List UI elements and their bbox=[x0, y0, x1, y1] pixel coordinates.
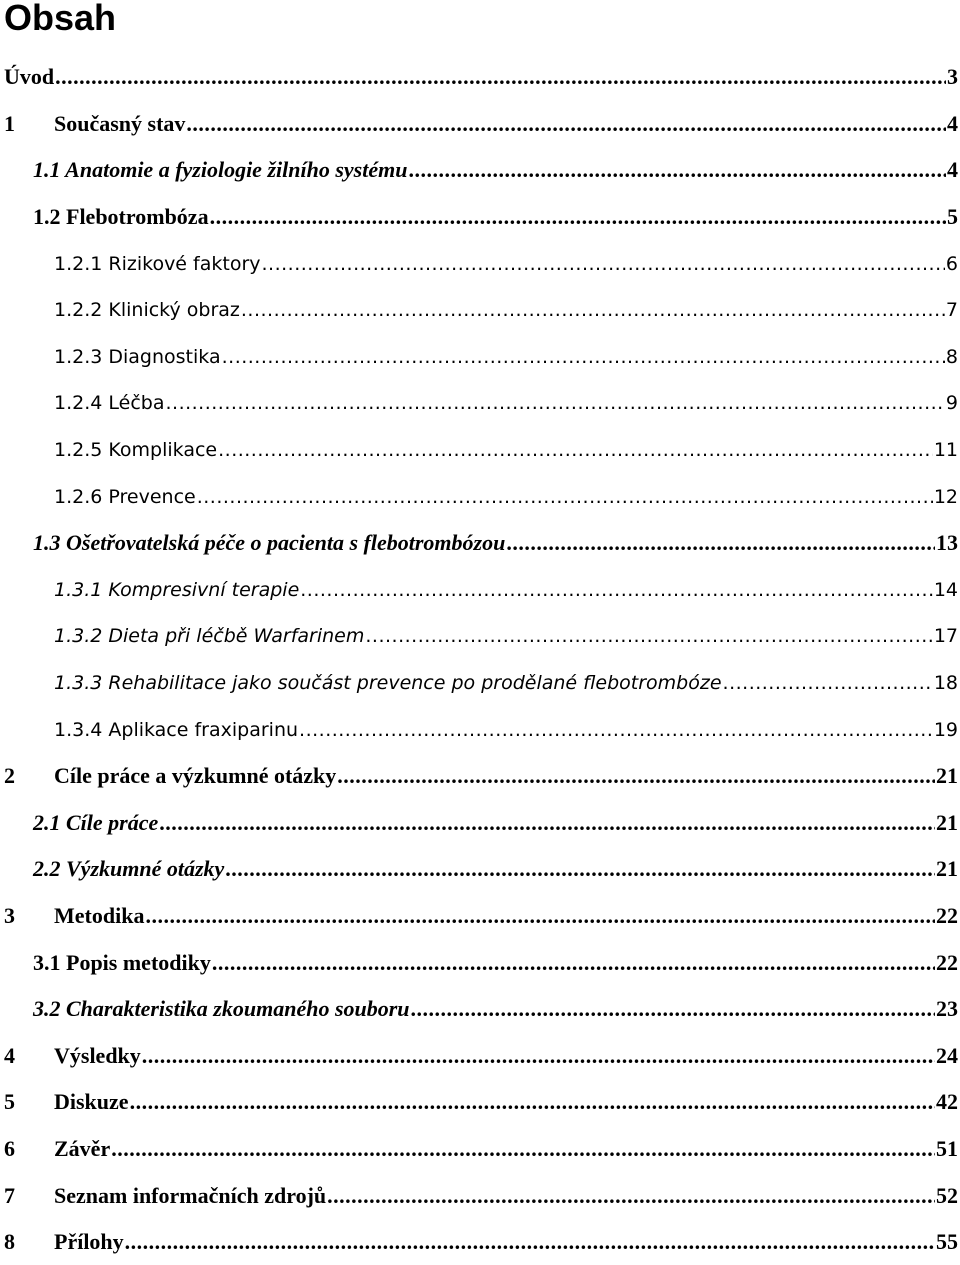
toc-entry-page: 6 bbox=[945, 252, 958, 275]
toc-entry-chapter-4[interactable] bbox=[0, 1032, 960, 1079]
toc-leader-dots bbox=[111, 1136, 935, 1162]
toc-entry-number: 2 bbox=[4, 763, 15, 789]
toc-entry-page: 18 bbox=[933, 672, 958, 695]
toc-entry-number: 6 bbox=[4, 1135, 15, 1161]
toc-entry-1-3-4[interactable] bbox=[0, 706, 960, 753]
toc-entry-page: 22 bbox=[936, 949, 958, 975]
toc-entry-1-3[interactable] bbox=[0, 520, 960, 567]
toc-entry-label: 1.1 Anatomie a fyziologie žilního systému bbox=[33, 157, 408, 183]
toc-entry-label: 1.2 Flebotrombóza bbox=[33, 204, 209, 230]
toc-entry-1-2-5[interactable] bbox=[0, 427, 960, 474]
toc-entry-chapter-3[interactable] bbox=[0, 893, 960, 940]
toc-entry-label: 2.2 Výzkumné otázky bbox=[33, 856, 225, 882]
toc-entry-chapter-8[interactable] bbox=[0, 1219, 960, 1265]
toc-entry-label: Úvod bbox=[4, 64, 55, 90]
toc-entry-chapter-2[interactable] bbox=[0, 753, 960, 800]
toc-leader-dots bbox=[225, 856, 935, 882]
toc-entry-label: 1.3 Ošetřovatelská péče o pacienta s flebotrombózou bbox=[33, 530, 506, 556]
toc-entry-label: Výsledky bbox=[54, 1042, 141, 1068]
toc-entry-page: 4 bbox=[947, 110, 958, 136]
toc-entry-number: 3 bbox=[4, 902, 15, 928]
toc-entry-page: 17 bbox=[933, 625, 958, 648]
toc-entry-label: 1.3.3 Rehabilitace jako součást prevence po prodělané flebotrombóze bbox=[54, 672, 722, 695]
toc-entry-1-2[interactable] bbox=[0, 194, 960, 241]
toc-entry-label: 1.2.4 Léčba bbox=[54, 392, 165, 415]
toc-entry-page: 7 bbox=[945, 299, 958, 322]
toc-entry-page: 24 bbox=[936, 1042, 958, 1068]
toc-entry-number: 8 bbox=[4, 1229, 15, 1255]
toc-entry-page: 9 bbox=[945, 392, 958, 415]
table-of-contents bbox=[0, 54, 960, 1265]
toc-entry-chapter-6[interactable] bbox=[0, 1126, 960, 1173]
toc-leader-dots bbox=[218, 439, 933, 461]
toc-leader-dots bbox=[723, 672, 933, 694]
toc-entry-number: 1 bbox=[4, 110, 15, 136]
toc-entry-label: Současný stav bbox=[54, 110, 186, 136]
toc-entry-label: 1.2.1 Rizikové faktory bbox=[54, 252, 261, 275]
toc-entry-label: Seznam informačních zdrojů bbox=[54, 1182, 327, 1208]
toc-entry-label: Závěr bbox=[54, 1135, 111, 1161]
toc-leader-dots bbox=[55, 64, 946, 90]
toc-entry-1-3-1[interactable] bbox=[0, 567, 960, 614]
toc-leader-dots bbox=[506, 530, 935, 556]
toc-entry-3-1[interactable] bbox=[0, 939, 960, 986]
toc-entry-number: 5 bbox=[4, 1089, 15, 1115]
toc-entry-label: Metodika bbox=[54, 902, 145, 928]
toc-entry-page: 52 bbox=[936, 1182, 958, 1208]
toc-entry-label: Cíle práce a výzkumné otázky bbox=[54, 763, 337, 789]
toc-entry-2-1[interactable] bbox=[0, 800, 960, 847]
toc-leader-dots bbox=[365, 625, 932, 647]
toc-leader-dots bbox=[142, 1043, 935, 1069]
toc-entry-label: 3.2 Charakteristika zkoumaného souboru bbox=[33, 996, 410, 1022]
toc-leader-dots bbox=[300, 579, 933, 601]
toc-leader-dots bbox=[337, 763, 935, 789]
toc-leader-dots bbox=[212, 950, 935, 976]
toc-leader-dots bbox=[125, 1229, 935, 1255]
toc-entry-page: 55 bbox=[936, 1229, 958, 1255]
toc-entry-page: 5 bbox=[947, 204, 958, 230]
toc-entry-1-2-3[interactable] bbox=[0, 334, 960, 381]
toc-leader-dots bbox=[165, 392, 944, 414]
toc-entry-number: 7 bbox=[4, 1182, 15, 1208]
toc-entry-chapter-5[interactable] bbox=[0, 1079, 960, 1126]
toc-leader-dots bbox=[408, 157, 946, 183]
toc-leader-dots bbox=[241, 299, 945, 321]
toc-leader-dots bbox=[299, 719, 933, 741]
toc-entry-page: 13 bbox=[936, 530, 958, 556]
toc-entry-page: 22 bbox=[936, 902, 958, 928]
toc-entry-1-2-4[interactable] bbox=[0, 380, 960, 427]
toc-entry-page: 42 bbox=[936, 1089, 958, 1115]
toc-entry-1-3-2[interactable] bbox=[0, 613, 960, 660]
page-title: Obsah bbox=[4, 0, 117, 38]
toc-entry-page: 4 bbox=[947, 157, 958, 183]
toc-leader-dots bbox=[411, 996, 935, 1022]
toc-entry-label: 1.2.3 Diagnostika bbox=[54, 345, 221, 368]
toc-leader-dots bbox=[222, 346, 945, 368]
toc-entry-page: 11 bbox=[933, 439, 958, 462]
toc-entry-label: 1.3.4 Aplikace fraxiparinu bbox=[54, 718, 299, 741]
toc-entry-1-1[interactable] bbox=[0, 147, 960, 194]
toc-entry-label: Diskuze bbox=[54, 1089, 129, 1115]
toc-entry-3-2[interactable] bbox=[0, 986, 960, 1033]
toc-entry-label: 1.2.2 Klinický obraz bbox=[54, 299, 240, 322]
toc-leader-dots bbox=[186, 111, 946, 137]
toc-leader-dots bbox=[262, 253, 945, 275]
toc-entry-page: 14 bbox=[933, 578, 958, 601]
toc-leader-dots bbox=[145, 903, 935, 929]
toc-leader-dots bbox=[197, 486, 933, 508]
toc-entry-page: 21 bbox=[936, 809, 958, 835]
toc-entry-1-3-3[interactable] bbox=[0, 660, 960, 707]
toc-entry-page: 3 bbox=[947, 64, 958, 90]
toc-entry-label: Přílohy bbox=[54, 1229, 124, 1255]
toc-entry-chapter-7[interactable] bbox=[0, 1172, 960, 1219]
toc-entry-page: 8 bbox=[945, 345, 958, 368]
toc-entry-label: 1.3.2 Dieta při léčbě Warfarinem bbox=[54, 625, 365, 648]
toc-entry-page: 51 bbox=[936, 1135, 958, 1161]
toc-entry-page: 21 bbox=[936, 763, 958, 789]
toc-entry-label: 3.1 Popis metodiky bbox=[33, 949, 211, 975]
toc-entry-uvod[interactable] bbox=[0, 54, 960, 101]
toc-entry-number: 4 bbox=[4, 1042, 15, 1068]
toc-entry-label: 1.3.1 Kompresivní terapie bbox=[54, 578, 300, 601]
toc-leader-dots bbox=[327, 1183, 935, 1209]
toc-entry-chapter-1[interactable] bbox=[0, 101, 960, 148]
toc-entry-page: 19 bbox=[933, 718, 958, 741]
toc-leader-dots bbox=[159, 810, 935, 836]
toc-leader-dots bbox=[130, 1089, 935, 1115]
toc-entry-page: 23 bbox=[936, 996, 958, 1022]
toc-entry-2-2[interactable] bbox=[0, 846, 960, 893]
toc-entry-label: 1.2.5 Komplikace bbox=[54, 439, 218, 462]
toc-entry-label: 1.2.6 Prevence bbox=[54, 485, 196, 508]
toc-entry-1-2-6[interactable] bbox=[0, 473, 960, 520]
toc-entry-1-2-1[interactable] bbox=[0, 240, 960, 287]
toc-entry-page: 12 bbox=[933, 485, 958, 508]
toc-leader-dots bbox=[210, 204, 946, 230]
toc-entry-page: 21 bbox=[936, 856, 958, 882]
toc-entry-label: 2.1 Cíle práce bbox=[33, 809, 159, 835]
toc-entry-1-2-2[interactable] bbox=[0, 287, 960, 334]
